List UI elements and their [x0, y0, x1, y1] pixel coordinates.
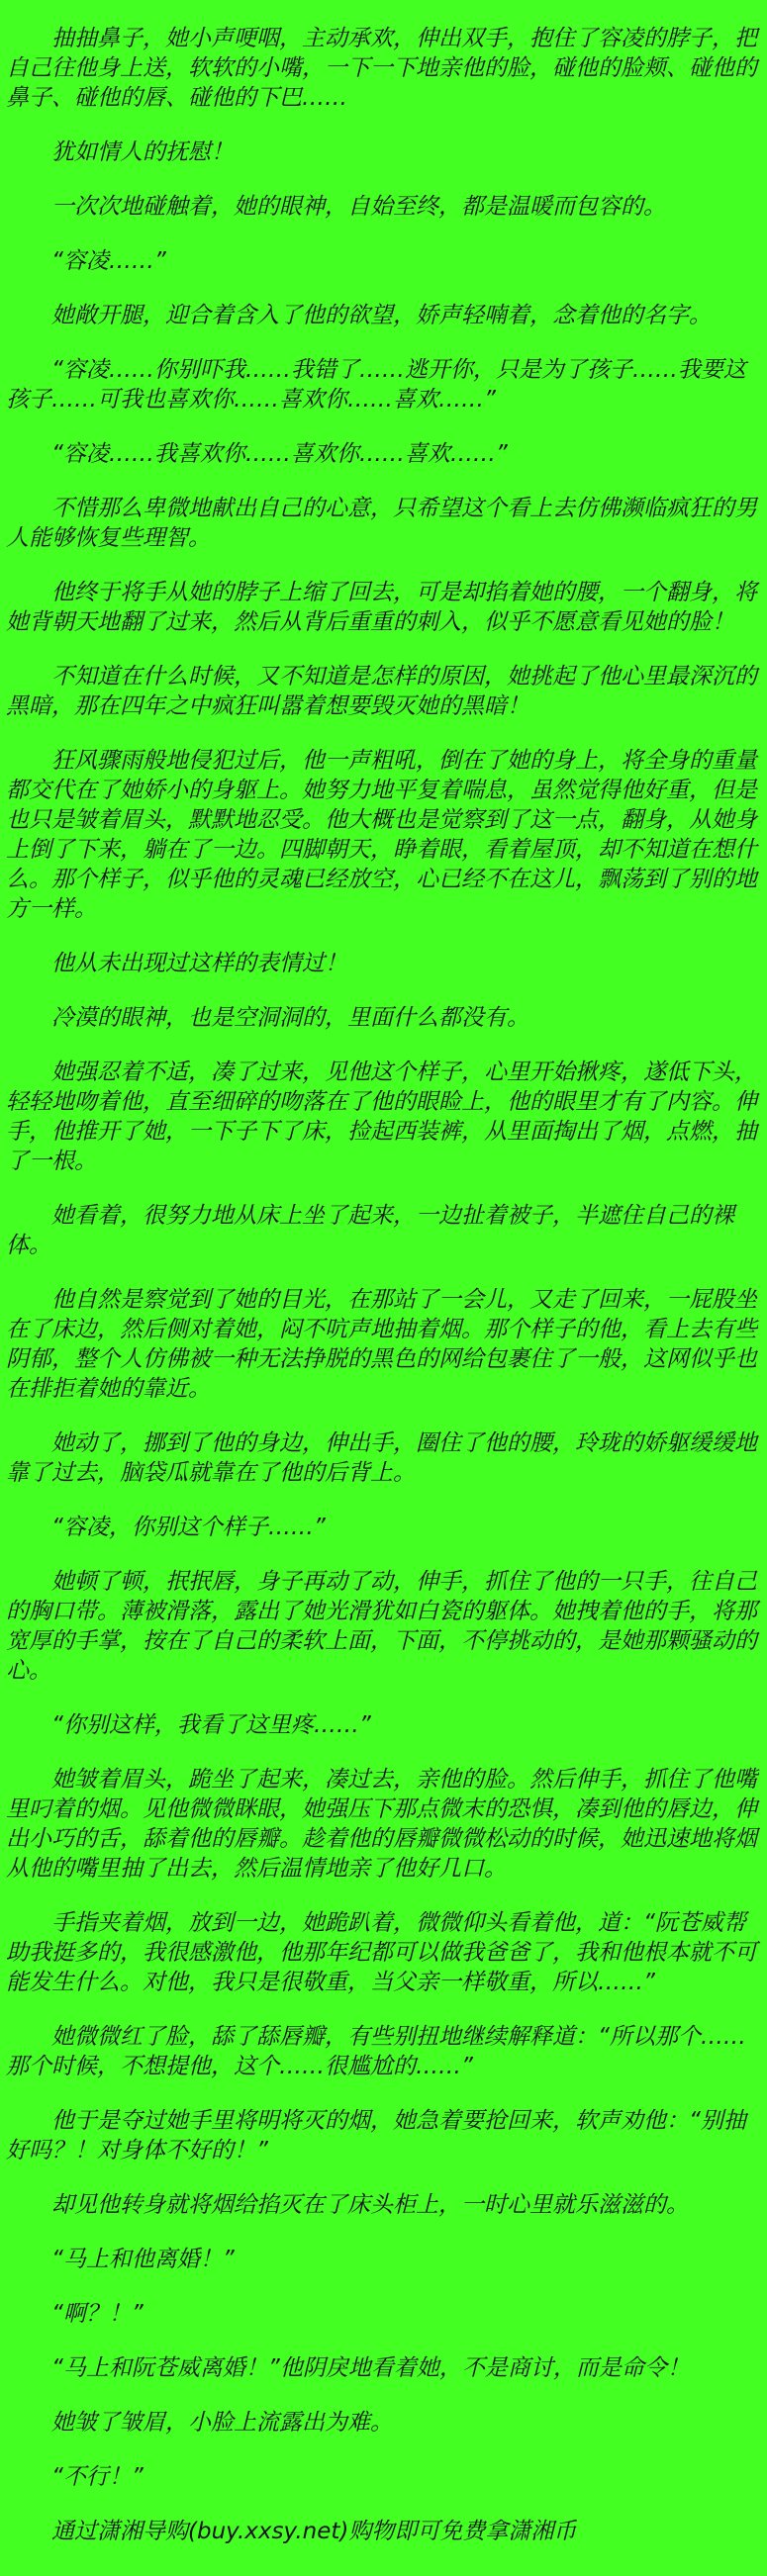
novel-paragraph: 手指夹着烟，放到一边，她跪趴着，微微仰头看着他，道：“阮苍威帮助我挺多的，我很感激他，他那年纪都可以做我爸爸了，我和他根本就不可能发生什么。对他，我只是很敬重，当父亲一样敬重，所以……”	[6, 1910, 757, 1995]
novel-paragraph: 她微微红了脸，舔了舔唇瓣，有些别扭地继续解释道：“所以那个……那个时候，不想提他，这个……很尴尬的……”	[6, 2024, 746, 2079]
novel-paragraph: 却见他转身就将烟给掐灭在了床头柜上，一时心里就乐滋滋的。	[51, 2192, 689, 2218]
novel-paragraph: 她动了，挪到了他的身边，伸出手，圈住了他的腰，玲珑的娇躯缓缓地靠了过去，脑袋瓜就靠在了他的后背上。	[6, 1430, 757, 1486]
novel-paragraph-dialogue: “不行！”	[51, 2464, 144, 2490]
novel-paragraph-dialogue: “啊？！”	[51, 2301, 144, 2327]
novel-paragraph: 她强忍着不适，凑了过来，见他这个样子，心里开始揪疼，遂低下头，轻轻地吻着他，直至细碎的吻落在了他的眼睑上，他的眼里才有了内容。伸手，他推开了她，一下子下了床，捡起西装裤，从里面掏出了烟，点燃，抽了一根。	[6, 1059, 757, 1174]
novel-paragraph: 他从未出现过这样的表情过！	[51, 951, 347, 976]
novel-paragraph-dialogue: “马上和他离婚！”	[51, 2247, 235, 2272]
novel-paragraph: 她皱了皱眉，小脸上流露出为难。	[51, 2410, 393, 2436]
novel-paragraph: 她看着，很努力地从床上坐了起来，一边扯着被子，半遮住自己的裸体。	[6, 1203, 734, 1258]
promo-footer-text: 通过潇湘导购(buy.xxsy.net)购物即可免费拿潇湘币	[51, 2519, 577, 2544]
novel-paragraph: 他于是夺过她手里将明将灭的烟，她急着要抢回来，软声劝他：“别抽好吗？！对身体不好的！”	[6, 2108, 746, 2163]
novel-paragraph-dialogue: “容凌，你别这个样子……”	[51, 1515, 326, 1540]
novel-paragraph: 她顿了顿，抿抿唇，身子再动了动，伸手，抓住了他的一只手，往自己的胸口带。薄被滑落，露出了她光滑犹如白瓷的躯体。她拽着他的手，将那宽厚的手掌，按在了自己的柔软上面，下面，不停挑动的，是她那颗骚动的心。	[6, 1569, 757, 1684]
novel-paragraph: 犹如情人的抚慰！	[51, 139, 234, 165]
novel-paragraph-dialogue: “马上和阮苍威离婚！”他阴戾地看着她，不是商讨，而是命令！	[51, 2355, 690, 2381]
novel-paragraph: 狂风骤雨般地侵犯过后，他一声粗吼，倒在了她的身上，将全身的重量都交代在了她娇小的身躯上。她努力地平复着喘息，虽然觉得他好重，但是也只是皱着眉头，默默地忍受。他大概也是觉察到了这一点，翻身，从她身上倒了下来，躺在了一边。四脚朝天，睁着眼，看着屋顶，却不知道在想什么。那个样子，似乎他的灵魂已经放空，心已经不在这儿，飘荡到了别的地方一样。	[6, 748, 757, 922]
novel-paragraph: 冷漠的眼神，也是空洞洞的，里面什么都没有。	[51, 1005, 529, 1031]
novel-paragraph: 不惜那么卑微地献出自己的心意，只希望这个看上去仿佛濒临疯狂的男人能够恢复些理智。	[6, 496, 757, 551]
novel-paragraph: 他终于将手从她的脖子上缩了回去，可是却掐着她的腰，一个翻身，将她背朝天地翻了过来，然后从背后重重的刺入，似乎不愿意看见她的脸！	[6, 580, 757, 635]
novel-paragraph: 一次次地碰触着，她的眼神，自始至终，都是温暖而包容的。	[51, 194, 666, 220]
novel-paragraph: 她皱着眉头，跪坐了起来，凑过去，亲他的脸。然后伸手，抓住了他嘴里叼着的烟。见他微微眯眼，她强压下那点微末的恐惧，凑到他的唇边，伸出小巧的舌，舔着他的唇瓣。趁着他的唇瓣微微松动的时候，她迅速地将烟从他的嘴里抽了出去，然后温情地亲了他好几口。	[6, 1767, 757, 1882]
novel-paragraph-dialogue: “容凌……”	[51, 248, 166, 274]
novel-paragraph-dialogue: “容凌……你别吓我……我错了……逃开你，只是为了孩子……我要这孩子……可我也喜欢你……喜欢你……喜欢……”	[6, 357, 746, 413]
novel-paragraph-dialogue: “你别这样，我看了这里疼……”	[51, 1712, 371, 1738]
novel-paragraph: 他自然是察觉到了她的目光，在那站了一会儿，又走了回来，一屁股坐在了床边，然后侧对着她，闷不吭声地抽着烟。那个样子的他，看上去有些阴郁，整个人仿佛被一种无法挣脱的黑色的网给包裹住了一般，这网似乎也在排拒着她的靠近。	[6, 1287, 757, 1402]
novel-paragraph-dialogue: “容凌……我喜欢你……喜欢你……喜欢……”	[51, 441, 508, 467]
novel-paragraph: 不知道在什么时候，又不知道是怎样的原因，她挑起了他心里最深沉的黑暗，那在四年之中疯狂叫嚣着想要毁灭她的黑暗！	[6, 664, 757, 719]
novel-paragraph: 她敞开腿，迎合着含入了他的欲望，娇声轻喃着，念着他的名字。	[51, 303, 712, 328]
novel-paragraph: 抽抽鼻子，她小声哽咽，主动承欢，伸出双手，抱住了容凌的脖子，把自己往他身上送，软软的小嘴，一下一下地亲他的脸，碰他的脸颊、碰他的鼻子、碰他的唇、碰他的下巴……	[6, 26, 757, 111]
